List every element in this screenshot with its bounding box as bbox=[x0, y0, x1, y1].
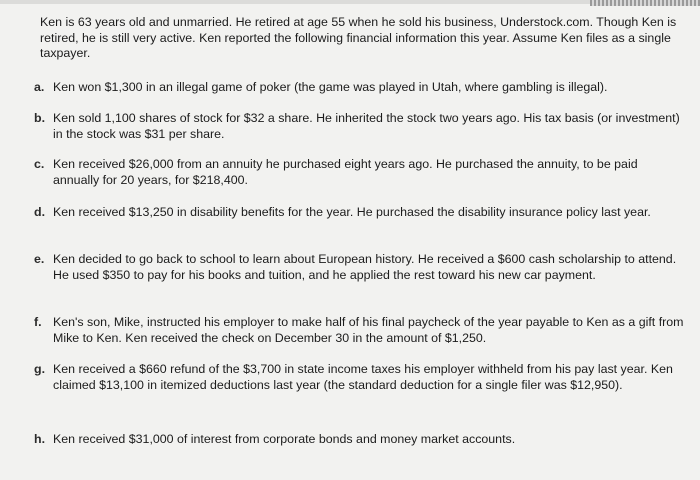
item-letter: g. bbox=[34, 362, 46, 376]
item-text: Ken decided to go back to school to learn about European history. He received a $600 cash scholarship to attend. He used $350 to pay for his books and tuition, and he applied the rest toward his new car payment. bbox=[53, 252, 677, 282]
list-item-a bbox=[34, 80, 684, 96]
list-item-g bbox=[34, 362, 684, 393]
item-text: Ken received $26,000 from an annuity he purchased eight years ago. He purchased the annuity, to be paid annually for 20 years, for $218,400. bbox=[53, 157, 638, 187]
item-letter: c. bbox=[34, 157, 45, 171]
item-text: Ken's son, Mike, instructed his employer to make half of his final paycheck of the year payable to Ken as a gift from Mike to Ken. Ken received the check on December 30 in the amount of $1,250. bbox=[53, 315, 684, 345]
list-item-b bbox=[34, 111, 684, 142]
item-letter: f. bbox=[34, 315, 42, 329]
item-letter: d. bbox=[34, 205, 46, 219]
item-text: Ken won $1,300 in an illegal game of poker (the game was played in Utah, where gambling is illegal). bbox=[53, 80, 608, 94]
item-text: Ken received $13,250 in disability benefits for the year. He purchased the disability insurance policy last year. bbox=[53, 205, 651, 219]
item-letter: b. bbox=[34, 111, 46, 125]
item-text: Ken received a $660 refund of the $3,700 in state income taxes his employer withheld from his pay last year. Ken claimed $13,100 in itemized deductions last year (the standard deduction for a single filer was $12,950). bbox=[53, 362, 673, 392]
item-text: Ken sold 1,100 shares of stock for $32 a share. He inherited the stock two years ago. His tax basis (or investment) in the stock was $31 per share. bbox=[53, 111, 680, 141]
list-item-e bbox=[34, 252, 684, 283]
list-item-h bbox=[34, 432, 684, 448]
item-letter: h. bbox=[34, 432, 46, 446]
item-text: Ken received $31,000 of interest from corporate bonds and money market accounts. bbox=[53, 432, 516, 446]
list-item-f bbox=[34, 315, 684, 346]
item-letter: a. bbox=[34, 80, 45, 94]
list-item-c bbox=[34, 157, 684, 188]
item-letter: e. bbox=[34, 252, 45, 266]
intro-paragraph: Ken is 63 years old and unmarried. He retired at age 55 when he sold his business, Understock.com. Though Ken is retired, he is still very active. Ken reported the following financial information this year. Assume Ken files as a single taxpayer. bbox=[40, 15, 677, 60]
list-item-d bbox=[34, 205, 684, 221]
